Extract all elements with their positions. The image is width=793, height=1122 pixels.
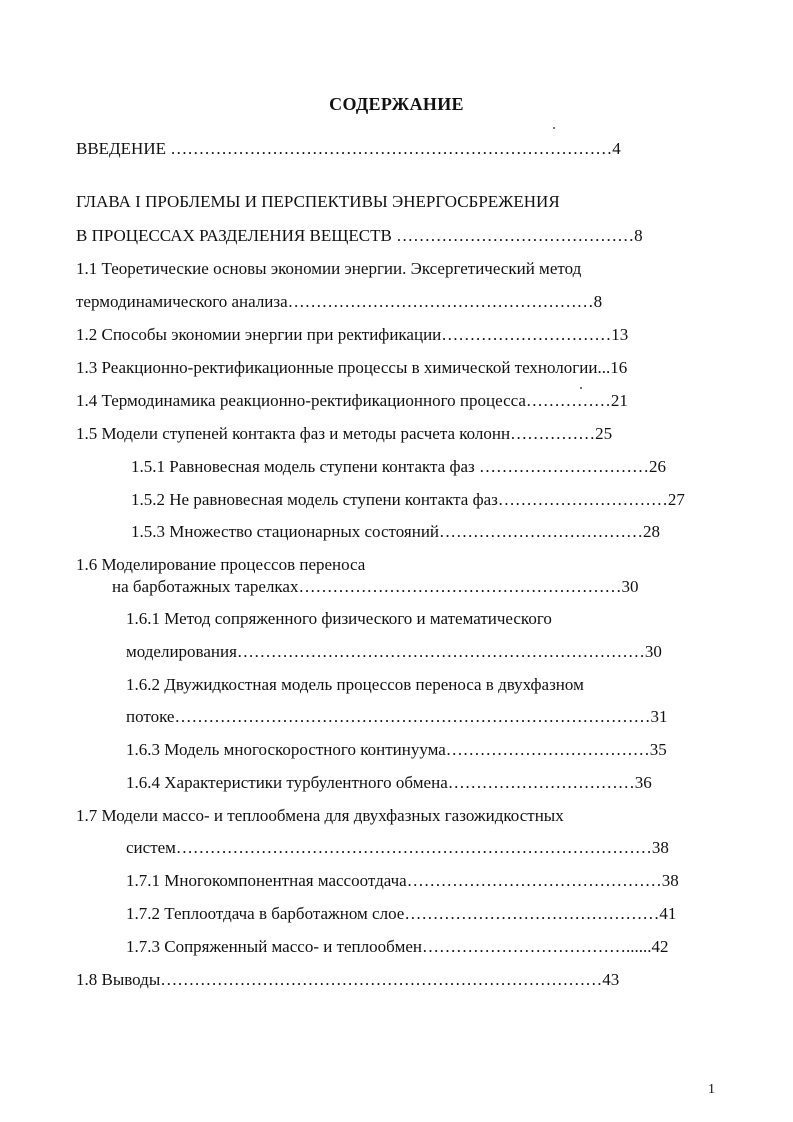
toc-entry-1-6-1: 1.6.1 Метод сопряженного физического и математического bbox=[126, 609, 552, 628]
toc-entry-1-5-2: 1.5.2 Не равновесная модель ступени контакта фаз…………………………27 bbox=[131, 490, 685, 509]
toc-entry-1-3: 1.3 Реакционно-ректификационные процессы в химической технологии...16 bbox=[76, 358, 628, 377]
toc-entry-1-6-2-cont: потоке…………………………………………………………………………31 bbox=[126, 707, 668, 726]
toc-entry-1-1-cont: термодинамического анализа………………………………………………8 bbox=[76, 292, 603, 311]
toc-entry-conclusions: 1.8 Выводы……………………………………………………………………43 bbox=[76, 970, 620, 989]
toc-entry-1-7-cont: систем…………………………………………………………………………38 bbox=[126, 838, 669, 857]
toc-entry-1-6-cont: на барботажных тарелках…………………………………………………30 bbox=[112, 577, 639, 596]
toc-entry-1-5: 1.5 Модели ступеней контакта фаз и методы расчета колонн……………25 bbox=[76, 424, 613, 443]
toc-entry-1-6-3: 1.6.3 Модель многоскоростного континуума………………………………35 bbox=[126, 740, 667, 759]
toc-entry-1-6: 1.6 Моделирование процессов переноса bbox=[76, 555, 366, 574]
toc-entry-1-7-2: 1.7.2 Теплоотдача в барботажном слое………………………………………41 bbox=[126, 904, 677, 923]
toc-entry-1-5-1: 1.5.1 Равновесная модель ступени контакта фаз …………………………26 bbox=[131, 457, 666, 476]
page-title: СОДЕРЖАНИЕ bbox=[329, 94, 464, 114]
page-number: 1 bbox=[708, 1082, 715, 1097]
toc-entry-chapter-1: ГЛАВА I ПРОБЛЕМЫ И ПЕРСПЕКТИВЫ ЭНЕРГОСБРЕЖЕНИЯ bbox=[76, 192, 560, 211]
toc-entry-chapter-1-cont: В ПРОЦЕССАХ РАЗДЕЛЕНИЯ ВЕЩЕСТВ ……………………………………8 bbox=[76, 226, 643, 245]
scan-speck bbox=[553, 127, 555, 129]
toc-entry-1-4: 1.4 Термодинамика реакционно-ректификационного процесса……………21 bbox=[76, 391, 628, 410]
toc-entry-1-7-3: 1.7.3 Сопряженный массо- и теплообмен………………………………......42 bbox=[126, 937, 669, 956]
toc-entry-1-1: 1.1 Теоретические основы экономии энергии. Эксергетический метод bbox=[76, 259, 582, 278]
toc-entry-1-6-4: 1.6.4 Характеристики турбулентного обмена……………………………36 bbox=[126, 773, 652, 792]
toc-entry-1-7-1: 1.7.1 Многокомпонентная массоотдача………………………………………38 bbox=[126, 871, 679, 890]
toc-entry-1-6-2: 1.6.2 Двужидкостная модель процессов переноса в двухфазном bbox=[126, 675, 584, 694]
toc-entry-1-7: 1.7 Модели массо- и теплообмена для двухфазных газожидкостных bbox=[76, 806, 564, 825]
scan-speck bbox=[580, 387, 582, 389]
toc-entry-introduction: ВВЕДЕНИЕ ……………………………………………………………………4 bbox=[76, 139, 621, 158]
toc-entry-1-5-3: 1.5.3 Множество стационарных состояний………………………………28 bbox=[131, 522, 661, 541]
toc-entry-1-6-1-cont: моделирования………………………………………………………………30 bbox=[126, 642, 662, 661]
toc-entry-1-2: 1.2 Способы экономии энергии при ректификации…………………………13 bbox=[76, 325, 629, 344]
